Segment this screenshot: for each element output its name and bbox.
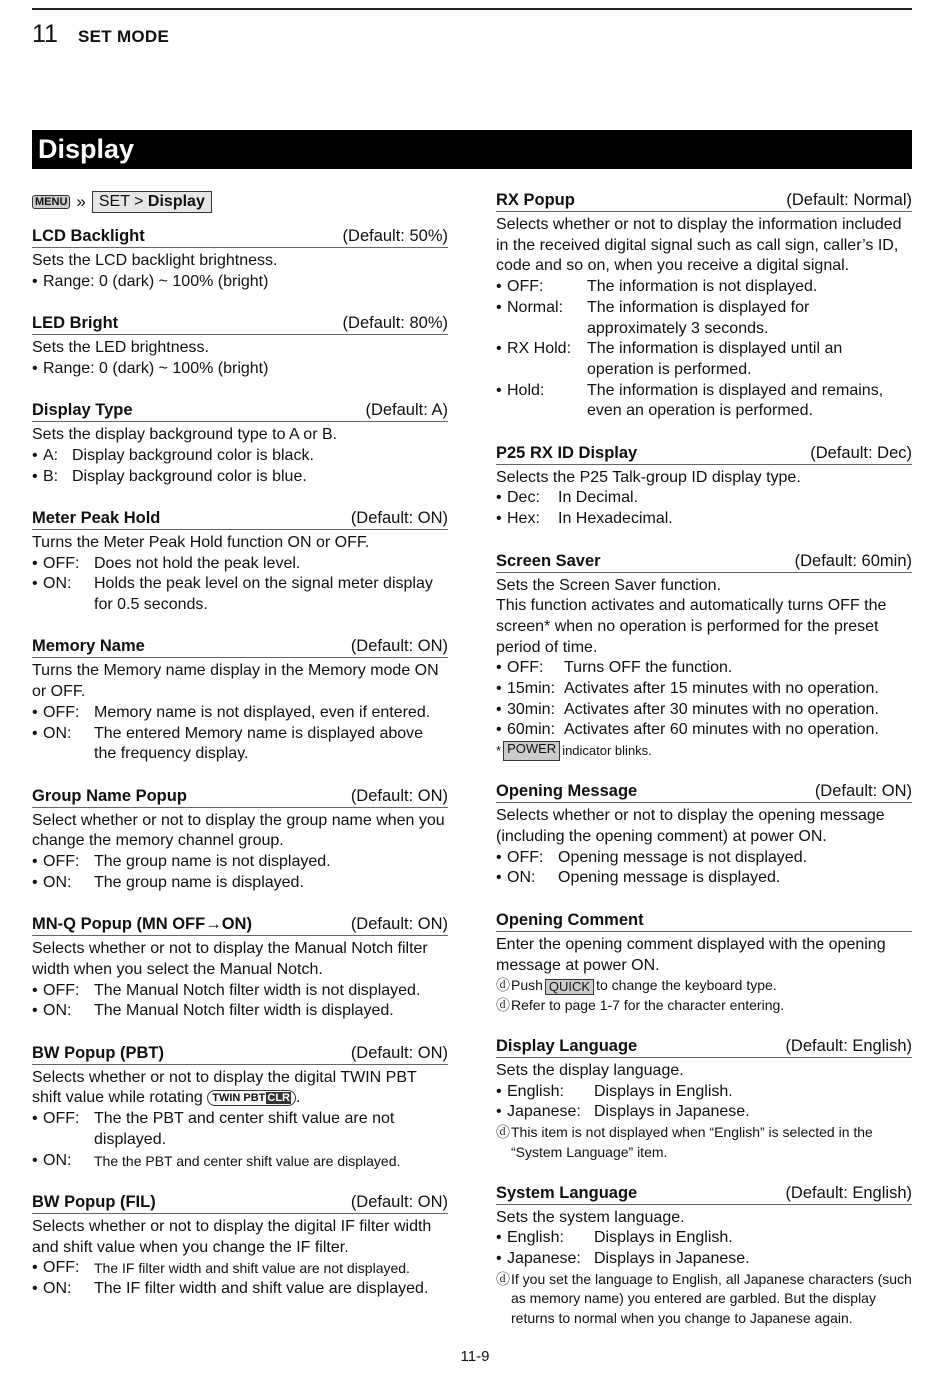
info-icon: ⓓ xyxy=(496,977,510,994)
list-item: • ON: The the PBT and center shift value are displayed. xyxy=(32,1151,401,1169)
section-title: BW Popup (PBT) xyxy=(32,1043,164,1062)
list-item: • Range: 0 (dark) ~ 100% (bright) xyxy=(32,359,269,377)
power-key: POWER xyxy=(503,741,560,761)
section-title: BW Popup (FIL) xyxy=(32,1192,156,1211)
section-title: Memory Name xyxy=(32,637,145,656)
path-box xyxy=(92,191,212,213)
list-item: • 15min: Activates after 15 minutes with no operation. xyxy=(496,680,879,698)
section-description: Sets the LED brightness. xyxy=(32,339,209,357)
section-default: (Default: ON) xyxy=(350,1192,448,1211)
section-title: P25 RX ID Display xyxy=(496,443,638,462)
section-description: Selects the P25 Talk-group ID display type. xyxy=(496,468,801,486)
section-default: (Default: ON) xyxy=(350,915,448,934)
section-group-name-popup xyxy=(32,786,448,894)
section-description: Selects whether or not to display the Manual Notch filter width when you select the Manual Notch. xyxy=(32,940,428,978)
section-system-language xyxy=(496,1183,912,1329)
section-description: Sets the display language. xyxy=(496,1061,684,1079)
info-icon: ⓓ xyxy=(496,1270,510,1287)
list-item: • OFF: The group name is not displayed. xyxy=(32,853,331,871)
list-item: • Hex: In Hexadecimal. xyxy=(496,510,673,528)
section-title: LED Bright xyxy=(32,314,119,333)
section-mnq-popup xyxy=(32,914,448,1022)
list-item: • English: Displays in English. xyxy=(496,1082,733,1100)
section-default: (Default: 50%) xyxy=(342,227,448,245)
list-item: • OFF: Opening message is not displayed. xyxy=(496,848,808,866)
section-description: Selects whether or not to display the opening message (including the opening comment) at power ON. xyxy=(496,807,885,846)
section-description: Selects whether or not to display the information included in the received digital signal such as call sign, caller’s ID, code and so on, when you receive a digital signal. xyxy=(496,216,902,275)
section-title: RX Popup xyxy=(496,191,575,209)
path-prefix: SET > xyxy=(98,193,148,210)
section-default: (Default: ON) xyxy=(350,637,448,656)
menu-key: MENU xyxy=(32,195,70,209)
list-item: • English: Displays in English. xyxy=(496,1229,733,1247)
section-description: Turns the Meter Peak Hold function ON or OFF. xyxy=(32,533,370,551)
list-item: • OFF: The the PBT and center shift value are not displayed. xyxy=(32,1110,395,1148)
list-item: • Japanese: Displays in Japanese. xyxy=(496,1103,750,1121)
page-number: 11-9 xyxy=(460,1348,490,1365)
list-item: • OFF: The Manual Notch filter width is not displayed. xyxy=(32,981,421,999)
list-item: • 60min: Activates after 60 minutes with no operation. xyxy=(496,721,879,739)
section-screen-saver xyxy=(496,551,912,761)
section-default: (Default: ON) xyxy=(350,508,448,527)
section-title: Meter Peak Hold xyxy=(32,508,161,527)
list-item: • ON: The IF filter width and shift value are displayed. xyxy=(32,1280,429,1297)
section-bw-popup-pbt xyxy=(32,1043,448,1172)
section-display-type xyxy=(32,400,448,487)
list-item: • Normal: The information is displayed for approximately 3 seconds. xyxy=(496,298,810,337)
footnote: * POWER indicator blinks. xyxy=(496,741,912,761)
page-header xyxy=(32,20,169,49)
section-banner: Display xyxy=(32,130,912,169)
section-bw-popup-fil xyxy=(32,1192,448,1300)
section-description: Sets the LCD backlight brightness. xyxy=(32,252,278,269)
chapter-number: 11 xyxy=(32,20,58,48)
quick-key: QUICK xyxy=(545,979,594,995)
section-default: (Default: ON) xyxy=(350,1043,448,1062)
list-item: • Hold: The information is displayed and remains, even an operation is performed. xyxy=(496,381,884,420)
chapter-title: SET MODE xyxy=(77,27,170,46)
list-item: • OFF: Memory name is not displayed, even if entered. xyxy=(32,703,431,721)
list-item: • Range: 0 (dark) ~ 100% (bright) xyxy=(32,272,269,290)
section-opening-message xyxy=(496,781,912,889)
section-default: (Default: English) xyxy=(785,1183,912,1202)
list-item: • OFF: The information is not displayed. xyxy=(496,278,818,296)
list-item: • ON: Holds the peak level on the signal meter display for 0.5 seconds. xyxy=(32,575,433,614)
list-item: • ON: The group name is displayed. xyxy=(32,873,304,891)
section-description: This function activates and automatically turns OFF the screen* when no operation is performed for the preset period of time. xyxy=(496,597,887,656)
info-icon: ⓓ xyxy=(496,996,510,1013)
section-title: Opening Message xyxy=(496,782,638,801)
section-description: Select whether or not to display the group name when you change the memory channel group. xyxy=(32,811,445,850)
left-column xyxy=(32,190,448,1320)
section-default: (Default: ON) xyxy=(814,782,912,801)
section-title: Opening Comment xyxy=(496,910,644,929)
section-default: (Default: Normal) xyxy=(786,191,912,209)
section-description: Sets the system language. xyxy=(496,1208,685,1226)
section-default: (Default: 80%) xyxy=(342,314,448,333)
section-title: Group Name Popup xyxy=(32,786,187,805)
list-item: • Dec: In Decimal. xyxy=(496,489,639,507)
list-item: • 30min: Activates after 30 minutes with no operation. xyxy=(496,700,879,718)
note: ⓓ Push QUICK to change the keyboard type. xyxy=(496,976,912,996)
section-title: LCD Backlight xyxy=(32,227,145,245)
twin-pbt-knob-icon: TWIN PBT CLR xyxy=(207,1090,296,1106)
section-description: Selects whether or not to display the digital IF filter width and shift value when you change the IF filter. xyxy=(32,1217,432,1256)
section-description: Sets the display background type to A or B. xyxy=(32,426,338,444)
list-item: • RX Hold: The information is displayed until an operation is performed. xyxy=(496,340,843,378)
section-title: Display Language xyxy=(496,1036,638,1055)
list-item: • OFF: The IF filter width and shift value are not displayed. xyxy=(32,1259,410,1277)
list-item: • ON: Opening message is displayed. xyxy=(496,869,781,887)
section-title: Display Type xyxy=(32,401,133,420)
section-meter-peak-hold xyxy=(32,508,448,616)
path-current: Display xyxy=(147,193,205,210)
section-default: (Default: Dec) xyxy=(810,443,912,462)
section-description: Sets the Screen Saver function. xyxy=(496,576,722,594)
section-description: Selects whether or not to display the digital TWIN PBT shift value while rotating TWIN PBT CLR . xyxy=(32,1068,417,1107)
top-rule xyxy=(32,8,912,10)
section-rx-popup xyxy=(496,190,912,422)
section-default: (Default: English) xyxy=(785,1036,912,1055)
section-description: Turns the Memory name display in the Memory mode ON or OFF. xyxy=(32,662,439,701)
info-icon: ⓓ xyxy=(496,1124,510,1141)
section-title: Screen Saver xyxy=(496,551,601,570)
list-item: • A: Display background color is black. xyxy=(32,446,314,464)
section-title: System Language xyxy=(496,1183,638,1202)
list-item: • OFF: Does not hold the peak level. xyxy=(32,554,301,572)
section-title: MN-Q Popup (MN OFF→ON) xyxy=(32,915,252,934)
section-display-language xyxy=(496,1036,912,1162)
list-item: • B: Display background color is blue. xyxy=(32,467,307,485)
list-item: • ON: The entered Memory name is displayed above the frequency display. xyxy=(32,724,424,763)
menu-path xyxy=(32,190,448,214)
note: ⓓ This item is not displayed when “English” is selected in the “System Language” item. xyxy=(496,1123,912,1162)
list-item: • Japanese: Displays in Japanese. xyxy=(496,1250,750,1268)
section-default: (Default: A) xyxy=(365,401,448,420)
list-item: • ON: The Manual Notch filter width is displayed. xyxy=(32,1002,394,1020)
note: ⓓ Refer to page 1-7 for the character entering. xyxy=(496,996,912,1016)
section-default: (Default: ON) xyxy=(350,786,448,805)
section-memory-name xyxy=(32,636,448,765)
section-lcd-backlight xyxy=(32,226,448,292)
section-description: Enter the opening comment displayed with the opening message at power ON. xyxy=(496,935,886,974)
section-p25-rx-id-display xyxy=(496,443,912,530)
section-opening-comment xyxy=(496,910,912,1015)
right-column xyxy=(496,190,912,1349)
list-item: • OFF: Turns OFF the function. xyxy=(496,659,733,677)
note: ⓓ If you set the language to English, all Japanese characters (such as memory name) you entered are garbled. But the display returns to normal when you change to Japanese again. xyxy=(496,1270,912,1329)
path-separator: » xyxy=(76,191,86,211)
section-led-bright xyxy=(32,313,448,379)
section-default: (Default: 60min) xyxy=(794,551,912,570)
